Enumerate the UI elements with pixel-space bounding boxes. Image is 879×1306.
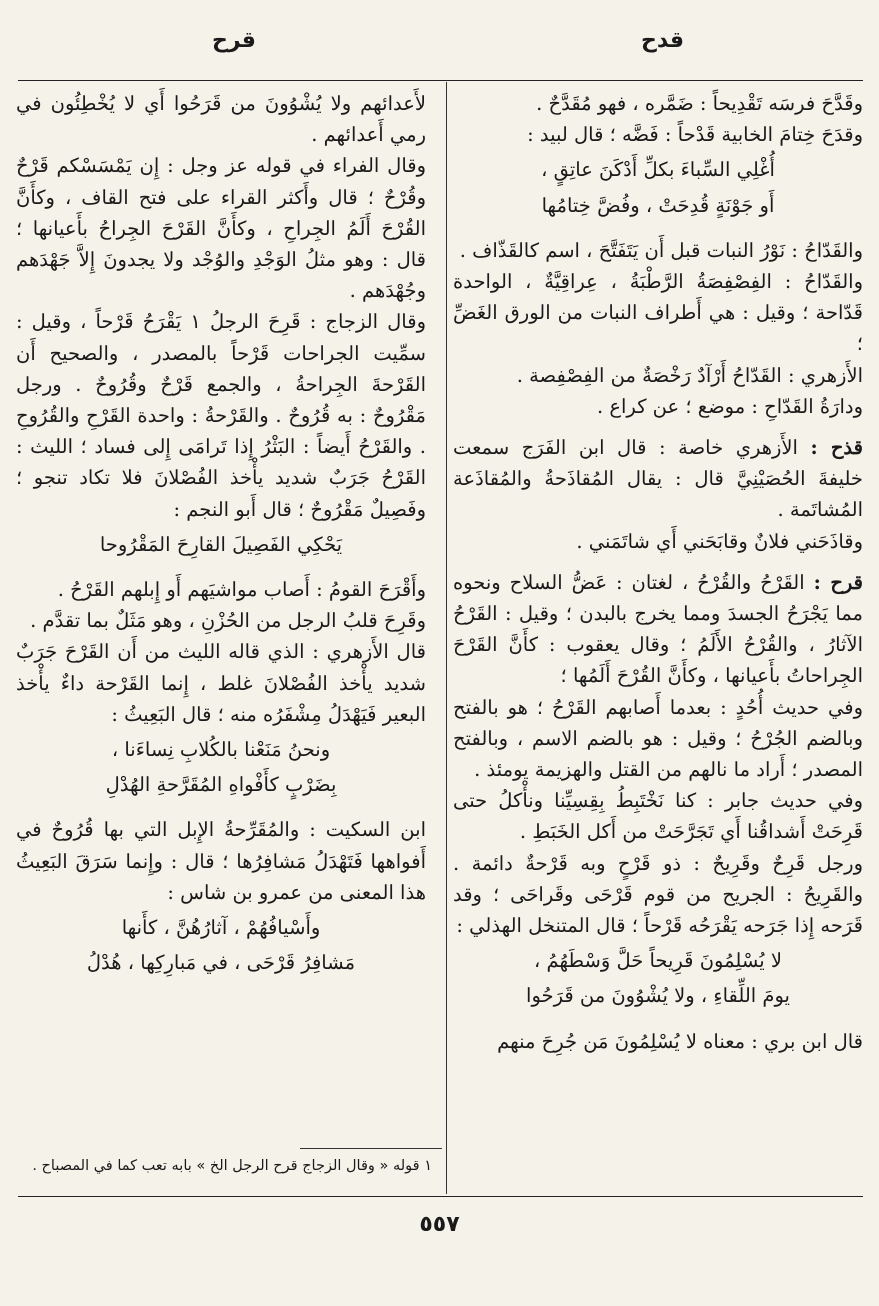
entry-text: القَرْحُ والقُرْحُ ، لغتان : عَضُّ السلاح ونحوه مما يَجْرَحُ الجسدَ ومما يخرج بالبدن ؛ وقيل : القَرْحُ الآثارُ ، والقُرْحُ الأَلَمُ ؛ وقال يعقوب : كأَنَّ القَرْحَ الجِراحاتُ بأَعيانها ، وكأَنَّ القُرْحَ أَلَمُها ؛ bbox=[453, 570, 863, 688]
paragraph: وقدَحَ خِتامَ الخابية قَدْحاً : فَضَّه ؛ قال لبيد : bbox=[527, 123, 863, 147]
paragraph: وقَرِحَ قلبُ الرجل من الحُزْنِ ، وهو مَثَلٌ بما تقدَّم . bbox=[30, 609, 426, 633]
entry-text: الأَزهري خاصة : قال ابن الفَرَج سمعت خليفةَ الحُصَيْنِيَّ قال : يقال المُقاذَحةُ والمُقاذَعة المُشاتَمة . bbox=[453, 436, 863, 522]
poem-verse: أُغْلِي السِّباءَ بكلِّ أَدْكَنَ عاتِقٍ ، bbox=[541, 158, 775, 182]
paragraph: ابن السكيت : والمُقَرِّحةُ الإِبل التي بها قُرُوحٌ في أَفواهها فَتَهْدَلُ مَشافِرُها ؛ قال : وإِنما سَرَقَ البَعِيثُ هذا المعنى من عمرو بن شاس : bbox=[16, 818, 426, 904]
paragraph: ورجل قَرِحٌ وقَرِيحٌ : ذو قَرْحٍ وبه قَرْحةٌ دائمة . والقَرِيحُ : الجريح من قوم قَرْحَى وقَراحَى ؛ وقد قَرَحه إِذا جَرَحه يَقْرَحُه قَرْحاً ؛ قال المتنخل الهذلي : bbox=[453, 851, 863, 938]
spacer bbox=[453, 557, 863, 567]
footnote: ١ قوله « وقال الزجاج قرح الرجل الخ » بابه تعب كما في المصباح . bbox=[32, 1158, 432, 1174]
paragraph: وأَقْرَحَ القومُ : أَصاب مواشيَهم أَو إِبلهم القَرْحُ . bbox=[57, 578, 426, 602]
spacer bbox=[16, 564, 426, 574]
paragraph: وقال الزجاج : قَرِحَ الرجلُ ١ يَقْرَحُ قَرْحاً ، وقيل : سمِّيت الجراحات قَرْحاً بالمصدر ، والصحيح أَن القَرْحةَ الجِراحةُ ، والجمع قَرْحٌ وقُرُوحٌ . ورجل مَقْرُوحٌ : به قُرُوحٌ . والقَرْحةُ : واحدة القَرْحِ والقُرُوحِ . والقَرْحُ أَيضاً : البَثْرُ إِذا تَرامَى إِلى فساد ؛ الليث : القَرْحُ جَرَبٌ شديد يأْخذ الفُصْلانَ فلا تكاد تنجو ؛ وفَصِيلٌ مَقْرُوحٌ ؛ قال أَبو النجم : bbox=[16, 310, 426, 521]
paragraph: قال ابن بري : معناه لا يُسْلِمُونَ مَن جُرِحَ منهم bbox=[497, 1029, 863, 1053]
paragraph: وفي حديث جابر : كنا نَخْتَبِطُ بِقِسِيِّنا ونأْكلُ حتى قَرِحَتْ أَشداقُنا أَي تَجَرَّحَتْ من أَكل الخَبَطِ . bbox=[453, 789, 863, 844]
paragraph: وفي حديث أُحُدٍ : بعدما أَصابهم القَرْحُ ؛ هو بالفتح وبالضم الجُرْحُ ؛ وقيل : هو بالضم الاسم ، وبالفتح المصدر ؛ أَراد ما نالهم من القتل والهزيمة يومئذ . bbox=[453, 695, 863, 782]
paragraph: ودارَةُ القَدّاحِ : موضع ؛ عن كراع . bbox=[596, 394, 863, 418]
paragraph: والقَدّاحُ : نَوْرُ النبات قبل أَن يَتَفَتَّحَ ، اسم كالقَذّاف . bbox=[459, 238, 863, 262]
spacer bbox=[453, 225, 863, 235]
poem-verse: مَشافِرُ قَرْحَى ، في مَبارِكِها ، هُدْلُ bbox=[86, 951, 356, 975]
paragraph: والقَدّاحُ : الفِصْفِصَةُ الرَّطْبَةُ ، عِراقِيَّةٌ ، الواحدة قَدّاحة ؛ وقيل : هي أَطراف النبات من الورق الغَضِّ ؛ bbox=[453, 270, 863, 356]
paragraph: وقَدَّحَ فرسَه تَقْدِيحاً : ضَمَّره ، فهو مُقَدَّحٌ . bbox=[536, 92, 863, 115]
poem-verse: ونحنُ مَنَعْنا بالكُلابِ نِساءَنا ، bbox=[111, 738, 331, 762]
headword: قرح : bbox=[813, 570, 863, 594]
left-column bbox=[16, 88, 426, 982]
paragraph: الأَزهري : القَدّاحُ أَرْآدٌ رَخْصَةٌ من الفِصْفِصة . bbox=[516, 363, 863, 387]
paragraph: لأَعدائهم ولا يُشْوُونَ من قَرَحُوا أَي لا يُخْطِئُون في رمي أَعدائهم . bbox=[16, 92, 426, 147]
header-rule bbox=[18, 80, 863, 81]
dictionary-entry bbox=[453, 432, 863, 526]
poem-verse: لا يُسْلِمُونَ قَرِيحاً حَلَّ وَسْطَهُمُ ، bbox=[534, 949, 782, 973]
page-number: ٥٥٧ bbox=[419, 1212, 460, 1237]
paragraph: وقاذَحَني فلانٌ وقابَحَني أَي شاتَمَني . bbox=[576, 529, 863, 553]
paragraph: وقال الفراء في قوله عز وجل : إِن يَمْسَسْكم قَرْحٌ وقُرْحٌ ؛ قال وأَكثر القراء على فتح القاف ، وكأَنَّ القُرْحَ أَلَمُ الجِراحِ ، وكأَنَّ القَرْحَ الجِراحُ بأَعيانها ؛ قال : وهو مثلُ الوَجْدِ والوُجْد ولا يجدونَ إِلاَّ جَهْدَهم وجُهْدَهم . bbox=[16, 154, 426, 303]
poem-verse: بِضَرْبٍ كأَفْواهِ المُقَرَّحةِ الهُدْلِ bbox=[105, 773, 337, 797]
paragraph: قال الأَزهري : الذي قاله الليث من أَن القَرْحَ جَرَبٌ شديد يأْخذ الفُصْلانَ غلط ، إِنما القَرْحة داءٌ يأْخذ البعير فَيَهْدَلُ مِشْفَرُه منه ؛ قال البَعِيثُ : bbox=[16, 640, 426, 726]
poem-verse: وأَسْيافُهُمْ ، آثارُهُنَّ ، كأَنها bbox=[121, 916, 321, 940]
footer-rule bbox=[18, 1196, 863, 1197]
right-page-header: قدح bbox=[641, 28, 684, 53]
column-divider bbox=[446, 82, 447, 1194]
dictionary-entry bbox=[453, 567, 863, 692]
spacer bbox=[453, 422, 863, 432]
poem-verse: يَحْكِي الفَصِيلَ القارِحَ المَقْرُوحا bbox=[99, 532, 343, 556]
left-page-header: قرح bbox=[212, 28, 256, 53]
spacer bbox=[453, 1016, 863, 1026]
poem-verse: يومَ اللِّقاءِ ، ولا يُشْوُونَ من قَرَحُوا bbox=[526, 984, 790, 1008]
poem-verse: أَو جَوْنَةٍ قُدِحَتْ ، وفُضَّ خِتامُها bbox=[541, 193, 775, 217]
right-column bbox=[453, 88, 863, 1057]
headword: قذح : bbox=[810, 436, 863, 460]
spacer bbox=[16, 804, 426, 814]
footnote-separator bbox=[300, 1148, 442, 1149]
